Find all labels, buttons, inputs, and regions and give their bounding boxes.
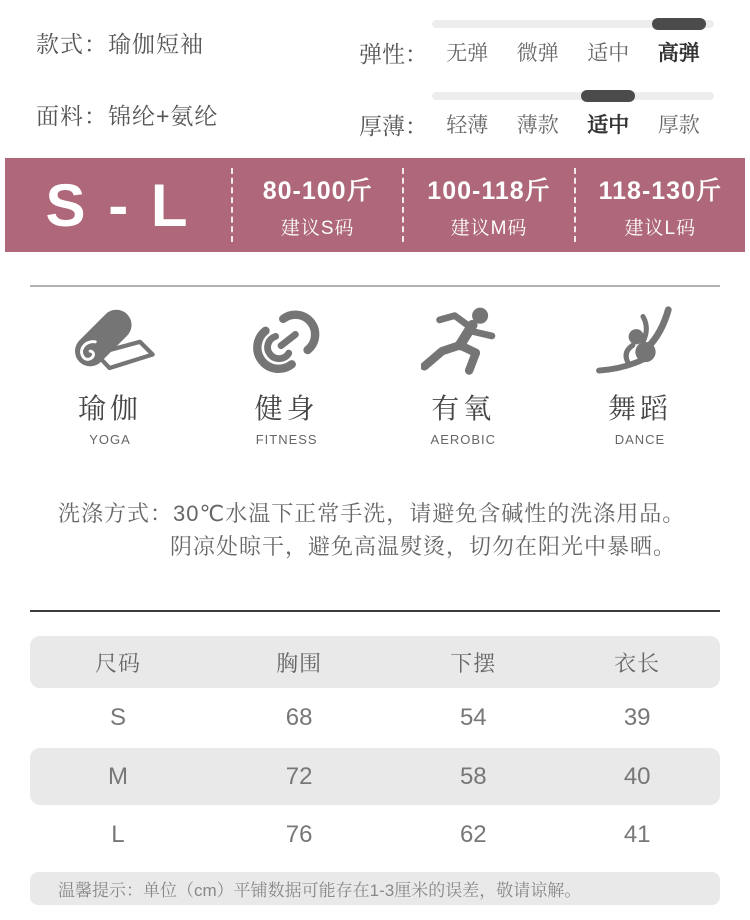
cell-s-length: 39	[623, 704, 651, 731]
activity-name-yoga: 瑜伽	[77, 393, 142, 424]
rec-size-l: 建议L码	[624, 217, 697, 239]
thickness-slider-thumb	[581, 90, 635, 102]
rec-weight-l: 118-130斤	[598, 176, 722, 205]
cell-s-hem: 54	[459, 704, 487, 731]
section-divider-light	[30, 285, 720, 287]
runner-icon	[421, 303, 505, 379]
activity-en-yoga: YOGA	[89, 432, 131, 447]
elasticity-group	[359, 14, 714, 69]
thickness-options	[432, 109, 714, 139]
dumbbell-icon	[249, 303, 325, 379]
washing-text1: 30℃水温下正常手洗，请避免含碱性的洗涤用品。	[173, 501, 686, 526]
cell-m-hem: 58	[459, 762, 487, 790]
washing-label: 洗涤方式：	[58, 501, 174, 526]
section-divider-dark	[30, 610, 720, 612]
elasticity-slider-track	[432, 20, 714, 28]
thickness-option-thick: 厚款	[657, 114, 700, 137]
activity-en-aerobic: AEROBIC	[430, 432, 497, 447]
thickness-slider-track	[432, 92, 714, 100]
header-chest: 胸围	[276, 650, 323, 676]
style-value: 瑜伽短袖	[108, 31, 204, 57]
cell-l-size: L	[111, 821, 125, 848]
elasticity-label: 弹性：	[359, 41, 428, 67]
table-row-l	[30, 805, 720, 865]
size-note-bar	[30, 872, 720, 905]
header-length: 衣长	[614, 650, 661, 676]
washing-line2	[58, 530, 692, 563]
style-label: 款式：	[36, 31, 108, 57]
cell-m-length: 40	[623, 762, 651, 790]
table-row-s	[30, 688, 720, 748]
size-rec-l	[574, 168, 745, 242]
thickness-option-medium-selected: 适中	[587, 114, 630, 137]
size-table-header	[30, 636, 720, 688]
dancer-icon	[594, 303, 687, 379]
elasticity-options	[432, 37, 714, 67]
size-rec-s	[231, 168, 402, 242]
cell-l-length: 41	[623, 821, 651, 848]
thickness-group	[359, 86, 714, 141]
rec-size-s: 建议S码	[280, 217, 355, 239]
activity-name-fitness: 健身	[254, 393, 319, 424]
elasticity-option-medium: 适中	[587, 42, 630, 65]
rec-size-m: 建议M码	[450, 217, 528, 239]
activity-fitness	[207, 303, 367, 447]
cell-l-hem: 62	[459, 821, 487, 848]
rec-weight-s: 80-100斤	[262, 176, 373, 205]
thickness-slider	[432, 86, 714, 141]
elasticity-option-slight: 微弹	[516, 42, 559, 65]
washing-instructions	[0, 497, 750, 563]
spec-row-style	[36, 14, 714, 86]
washing-line1	[58, 497, 692, 530]
cell-s-chest: 68	[285, 704, 313, 731]
spec-row-fabric	[36, 86, 714, 158]
size-range-text: S - L	[45, 171, 191, 239]
thickness-option-thin: 薄款	[516, 114, 559, 137]
elasticity-slider	[432, 14, 714, 69]
size-rec-m	[402, 168, 573, 242]
activity-name-aerobic: 有氧	[431, 393, 496, 424]
elasticity-option-none: 无弹	[446, 42, 489, 65]
cell-l-chest: 76	[285, 821, 313, 848]
elasticity-option-high-selected: 高弹	[657, 42, 700, 65]
style-spec	[36, 26, 204, 59]
activity-dance	[560, 303, 720, 447]
activity-aerobic	[383, 303, 543, 447]
cell-s-size: S	[109, 704, 126, 731]
cell-m-size: M	[107, 762, 128, 790]
header-size: 尺码	[94, 650, 141, 676]
activities-row	[0, 303, 750, 447]
size-table	[30, 636, 720, 865]
activity-en-fitness: FITNESS	[255, 432, 318, 447]
rec-weight-m: 100-118斤	[427, 176, 551, 205]
activity-en-dance: DANCE	[614, 432, 666, 447]
thickness-label: 厚薄：	[359, 113, 428, 139]
spec-section	[0, 0, 750, 158]
yoga-mat-icon	[64, 303, 157, 379]
thickness-option-light: 轻薄	[446, 114, 489, 137]
activity-name-dance: 舞蹈	[607, 393, 672, 424]
table-row-m	[30, 748, 720, 805]
cell-m-chest: 72	[285, 762, 313, 790]
header-hem: 下摆	[450, 650, 497, 676]
elasticity-slider-thumb	[652, 18, 706, 30]
fabric-value: 锦纶+氨纶	[108, 103, 219, 129]
activity-yoga	[30, 303, 190, 447]
washing-text2: 阴凉处晾干，避免高温熨烫，切勿在阳光中暴晒。	[170, 534, 677, 559]
fabric-label: 面料：	[36, 103, 108, 129]
size-note-text: 温馨提示：单位（cm）平铺数据可能存在1-3厘米的误差，敬请谅解。	[58, 881, 582, 900]
size-range-banner	[5, 158, 745, 252]
fabric-spec	[36, 98, 218, 131]
